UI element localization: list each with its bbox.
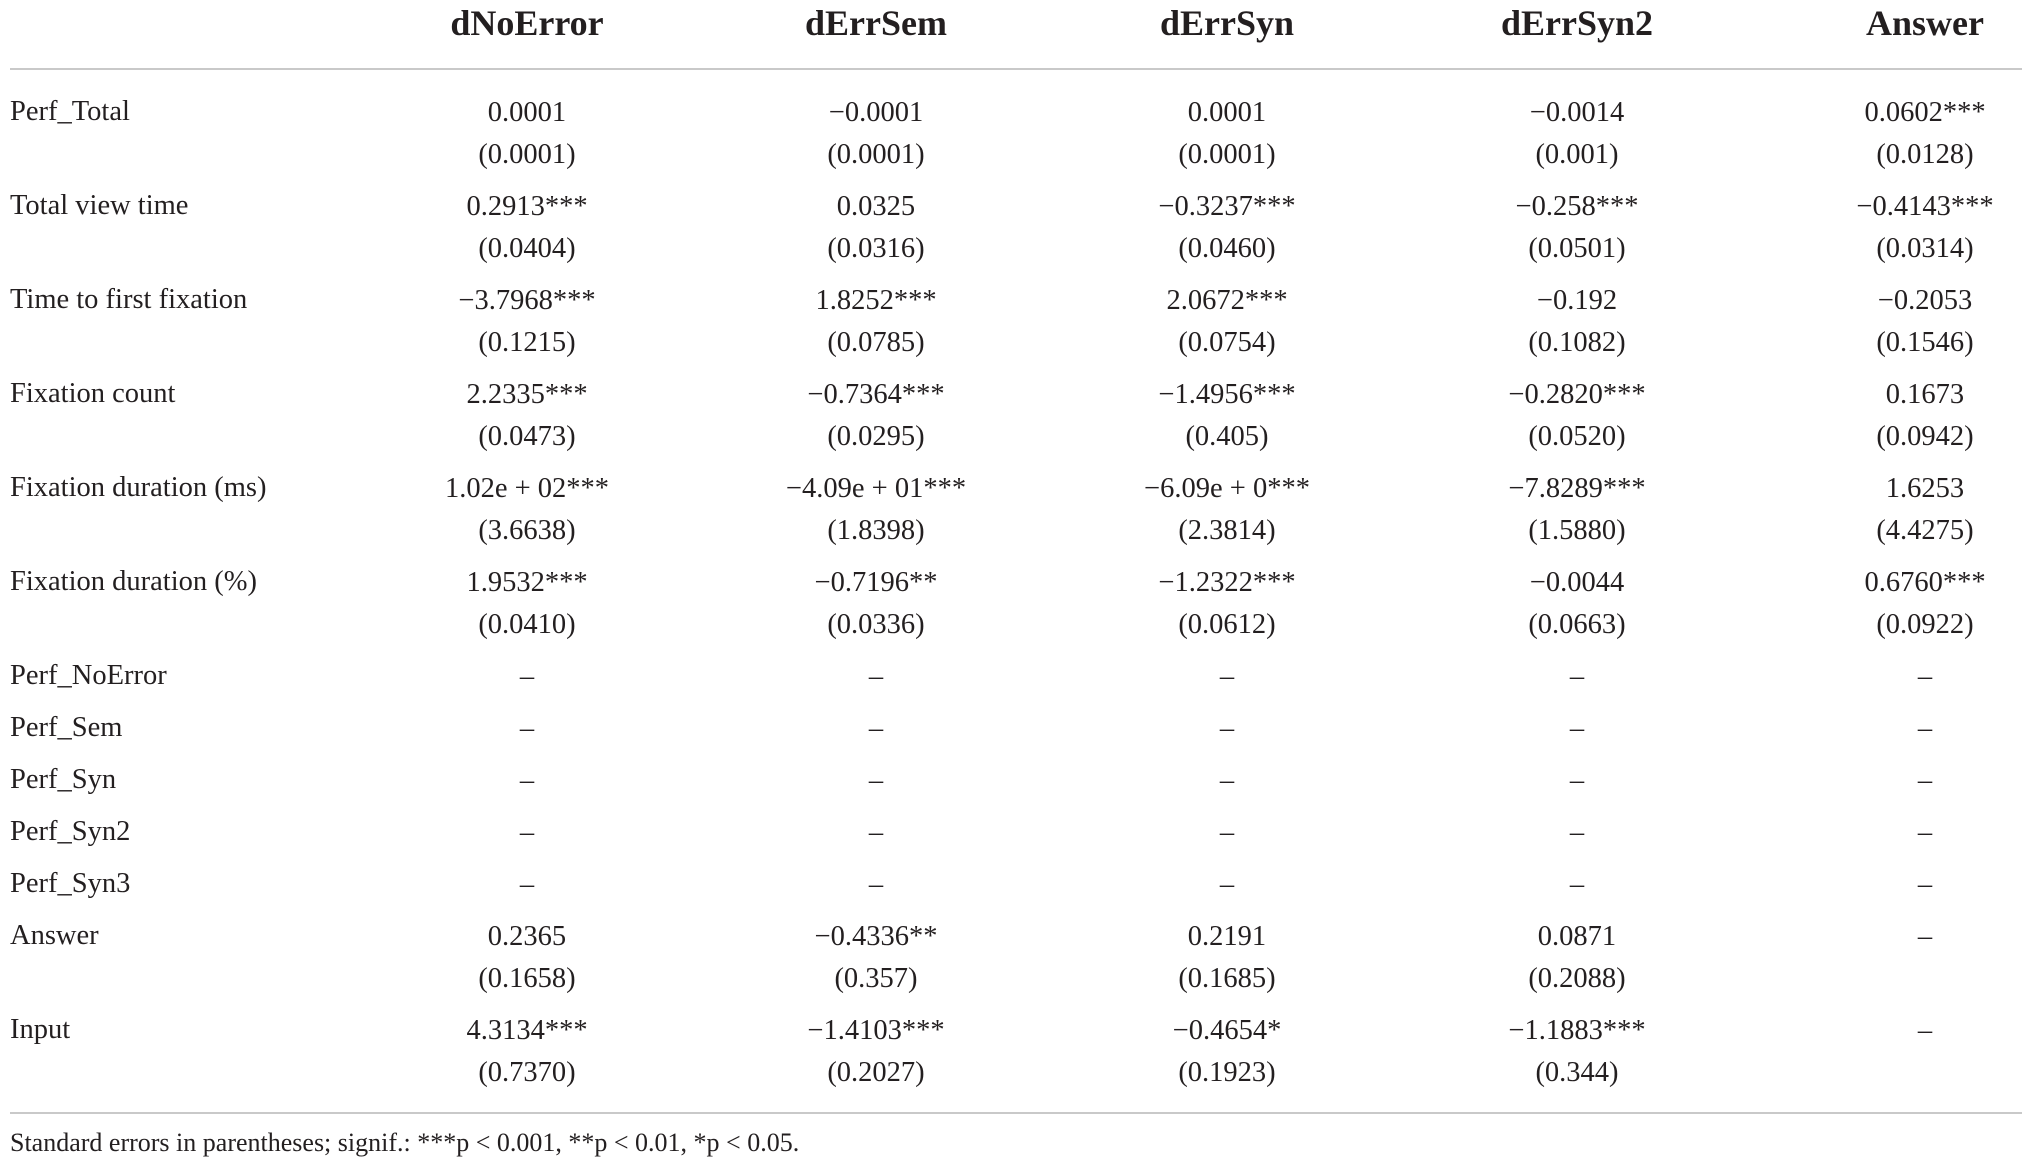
standard-error: (0.0001) bbox=[1178, 139, 1276, 170]
table-cell bbox=[1178, 916, 1275, 1000]
table-cell bbox=[1918, 1010, 1932, 1052]
standard-error: (0.0460) bbox=[1178, 233, 1276, 264]
coefficient: – bbox=[519, 817, 535, 848]
row-label: Answer bbox=[10, 920, 99, 951]
standard-error: (0.1082) bbox=[1528, 327, 1626, 358]
standard-error: (0.0663) bbox=[1528, 609, 1626, 640]
standard-error: (0.0001) bbox=[478, 139, 576, 170]
coefficient: 0.0001 bbox=[487, 97, 567, 128]
table-cell bbox=[1516, 186, 1639, 270]
coefficient: – bbox=[868, 661, 884, 692]
standard-error: (0.0001) bbox=[827, 139, 925, 170]
column-header: Answer bbox=[1866, 3, 1984, 43]
table-cell bbox=[815, 916, 938, 1000]
coefficient: – bbox=[1569, 817, 1585, 848]
table-cell bbox=[807, 1010, 944, 1094]
coefficient: −1.4956*** bbox=[1158, 379, 1296, 410]
coefficient: 2.0672*** bbox=[1166, 285, 1288, 316]
table-cell bbox=[786, 468, 966, 552]
table-cell bbox=[1528, 916, 1625, 1000]
coefficient: – bbox=[1569, 661, 1585, 692]
table-cell bbox=[1570, 864, 1584, 906]
standard-error: (0.0473) bbox=[478, 421, 576, 452]
coefficient: – bbox=[519, 765, 535, 796]
standard-error: (0.1923) bbox=[1178, 1057, 1276, 1088]
table-cell bbox=[869, 812, 883, 854]
standard-error: (3.6638) bbox=[478, 515, 576, 546]
coefficient: – bbox=[1219, 765, 1235, 796]
table-cell bbox=[1570, 760, 1584, 802]
table-cell bbox=[458, 280, 595, 364]
table-cell bbox=[1178, 92, 1275, 176]
table-cell bbox=[1220, 656, 1234, 698]
table-cell bbox=[1864, 92, 1985, 176]
coefficient: – bbox=[1569, 869, 1585, 900]
coefficient: −0.2053 bbox=[1877, 285, 1973, 316]
coefficient: −6.09e + 0*** bbox=[1144, 473, 1310, 504]
coefficient: – bbox=[1219, 713, 1235, 744]
coefficient: 4.3134*** bbox=[466, 1015, 588, 1046]
standard-error: (0.001) bbox=[1535, 139, 1619, 170]
table-cell bbox=[1508, 468, 1645, 552]
coefficient: – bbox=[868, 817, 884, 848]
coefficient: 0.2913*** bbox=[466, 191, 588, 222]
table-cell bbox=[1918, 656, 1932, 698]
table-cell bbox=[1856, 186, 1993, 270]
coefficient: 0.2191 bbox=[1187, 921, 1267, 952]
table-cell bbox=[1876, 280, 1973, 364]
table-cell bbox=[869, 760, 883, 802]
standard-error: (0.357) bbox=[834, 963, 918, 994]
coefficient: 0.6760*** bbox=[1864, 567, 1986, 598]
table-footnote: Standard errors in parentheses; signif.: ***p < 0.001, **p < 0.01, *p < 0.05. bbox=[10, 1128, 800, 1157]
coefficient: −1.2322*** bbox=[1158, 567, 1296, 598]
standard-error: (0.0754) bbox=[1178, 327, 1276, 358]
table-cell bbox=[466, 562, 587, 646]
standard-error: (0.1658) bbox=[478, 963, 576, 994]
table-cell bbox=[1220, 708, 1234, 750]
table-cell bbox=[1220, 864, 1234, 906]
table-cell bbox=[520, 760, 534, 802]
coefficient: – bbox=[868, 765, 884, 796]
coefficient: – bbox=[1569, 765, 1585, 796]
standard-error: (0.344) bbox=[1535, 1057, 1619, 1088]
table-cell bbox=[478, 916, 575, 1000]
table-cell bbox=[827, 186, 924, 270]
table-cell bbox=[520, 812, 534, 854]
coefficient: −1.1883*** bbox=[1508, 1015, 1646, 1046]
standard-error: (0.0316) bbox=[827, 233, 925, 264]
standard-error: (0.0404) bbox=[478, 233, 576, 264]
coefficient: −0.7196** bbox=[814, 567, 938, 598]
coefficient: – bbox=[1917, 921, 1933, 952]
coefficient: −0.258*** bbox=[1515, 191, 1639, 222]
coefficient: – bbox=[1569, 713, 1585, 744]
table-cell bbox=[1166, 280, 1287, 364]
standard-error: (0.2027) bbox=[827, 1057, 925, 1088]
standard-error: (0.1685) bbox=[1178, 963, 1276, 994]
standard-error: (0.0314) bbox=[1876, 233, 1974, 264]
table-cell bbox=[445, 468, 609, 552]
table-cell bbox=[1528, 280, 1625, 364]
table-cell bbox=[815, 562, 938, 646]
table-cell bbox=[1158, 374, 1295, 458]
table-cell bbox=[1530, 92, 1624, 176]
coefficient: – bbox=[868, 713, 884, 744]
coefficient: 1.9532*** bbox=[466, 567, 588, 598]
table-cell bbox=[1918, 760, 1932, 802]
coefficient: – bbox=[1219, 869, 1235, 900]
row-label: Perf_Sem bbox=[10, 712, 123, 743]
table-cell bbox=[1918, 916, 1932, 958]
standard-error: (0.0295) bbox=[827, 421, 925, 452]
table-cell bbox=[1876, 374, 1973, 458]
standard-error: (0.0128) bbox=[1876, 139, 1974, 170]
row-label: Total view time bbox=[10, 190, 189, 221]
standard-error: (0.0922) bbox=[1876, 609, 1974, 640]
coefficient: – bbox=[519, 869, 535, 900]
coefficient: – bbox=[1219, 817, 1235, 848]
table-cell bbox=[1158, 562, 1295, 646]
coefficient: 0.0325 bbox=[836, 191, 916, 222]
coefficient: 0.2365 bbox=[487, 921, 567, 952]
table-cell bbox=[1144, 468, 1310, 552]
coefficient: – bbox=[1917, 765, 1933, 796]
row-label: Perf_NoError bbox=[10, 660, 167, 691]
table-cell bbox=[1918, 812, 1932, 854]
table-cell bbox=[1570, 708, 1584, 750]
standard-error: (0.7370) bbox=[478, 1057, 576, 1088]
coefficient: – bbox=[1917, 817, 1933, 848]
row-label: Fixation count bbox=[10, 378, 176, 409]
table-cell bbox=[1528, 562, 1625, 646]
column-header: dErrSyn bbox=[1159, 3, 1295, 43]
standard-error: (0.0336) bbox=[827, 609, 925, 640]
table-cell bbox=[869, 864, 883, 906]
coefficient: – bbox=[1917, 661, 1933, 692]
standard-error: (0.405) bbox=[1185, 421, 1269, 452]
table-cell bbox=[466, 186, 587, 270]
coefficient: −0.4143*** bbox=[1856, 191, 1994, 222]
standard-error: (0.0612) bbox=[1178, 609, 1276, 640]
table-cell bbox=[807, 374, 944, 458]
coefficient: – bbox=[868, 869, 884, 900]
standard-error: (4.4275) bbox=[1876, 515, 1974, 546]
standard-error: (0.0520) bbox=[1528, 421, 1626, 452]
standard-error: (0.2088) bbox=[1528, 963, 1626, 994]
table-cell bbox=[520, 656, 534, 698]
coefficient: 1.02e + 02*** bbox=[444, 473, 610, 504]
row-label: Time to first fixation bbox=[10, 284, 248, 315]
table-cell bbox=[869, 708, 883, 750]
table-cell bbox=[869, 656, 883, 698]
coefficient: 1.8252*** bbox=[815, 285, 937, 316]
standard-error: (0.0410) bbox=[478, 609, 576, 640]
row-label: Perf_Syn3 bbox=[10, 868, 131, 899]
table-header bbox=[10, 0, 2022, 70]
coefficient: −4.09e + 01*** bbox=[785, 473, 967, 504]
coefficient: −0.3237*** bbox=[1158, 191, 1296, 222]
coefficient: 0.0871 bbox=[1537, 921, 1617, 952]
standard-error: (1.5880) bbox=[1528, 515, 1626, 546]
table-cell bbox=[478, 92, 575, 176]
coefficient: 0.0001 bbox=[1187, 97, 1267, 128]
row-label: Perf_Syn2 bbox=[10, 816, 131, 847]
table-cell bbox=[1570, 812, 1584, 854]
coefficient: – bbox=[519, 661, 535, 692]
table-cell bbox=[1173, 1010, 1282, 1094]
coefficient: −0.0044 bbox=[1529, 567, 1625, 598]
coefficient: −0.0001 bbox=[828, 97, 924, 128]
standard-error: (2.3814) bbox=[1178, 515, 1276, 546]
table-cell bbox=[520, 708, 534, 750]
table-cell bbox=[1570, 656, 1584, 698]
table-cell bbox=[466, 374, 587, 458]
coefficient: −0.7364*** bbox=[807, 379, 945, 410]
table-cell bbox=[1864, 562, 1985, 646]
coefficient: −7.8289*** bbox=[1508, 473, 1646, 504]
column-header: dErrSem bbox=[805, 3, 947, 43]
standard-error: (0.0785) bbox=[827, 327, 925, 358]
column-header: dErrSyn2 bbox=[1500, 3, 1654, 43]
table-cell bbox=[1158, 186, 1295, 270]
coefficient: −0.192 bbox=[1536, 285, 1618, 316]
coefficient: – bbox=[1219, 661, 1235, 692]
coefficient: 2.2335*** bbox=[466, 379, 588, 410]
coefficient: −0.4654* bbox=[1172, 1015, 1282, 1046]
table-cell bbox=[1220, 812, 1234, 854]
table-cell bbox=[466, 1010, 587, 1094]
standard-error: (0.1546) bbox=[1876, 327, 1974, 358]
standard-error: (0.1215) bbox=[478, 327, 576, 358]
column-header: dNoError bbox=[450, 3, 604, 43]
table-cell bbox=[1220, 760, 1234, 802]
row-label: Input bbox=[10, 1014, 71, 1045]
table-cell bbox=[520, 864, 534, 906]
coefficient: −0.4336** bbox=[814, 921, 938, 952]
table-cell bbox=[827, 92, 924, 176]
coefficient: – bbox=[1917, 713, 1933, 744]
row-label: Fixation duration (%) bbox=[10, 566, 257, 597]
row-label: Perf_Syn bbox=[10, 764, 117, 795]
coefficient: −1.4103*** bbox=[807, 1015, 945, 1046]
regression-table bbox=[10, 0, 2022, 1088]
table-cell bbox=[1918, 864, 1932, 906]
coefficient: – bbox=[1917, 1015, 1933, 1046]
table-cell bbox=[1508, 1010, 1645, 1094]
table-cell bbox=[1508, 374, 1645, 458]
coefficient: 0.0602*** bbox=[1864, 97, 1986, 128]
standard-error: (1.8398) bbox=[827, 515, 925, 546]
row-label: Fixation duration (ms) bbox=[10, 472, 267, 503]
coefficient: 0.1673 bbox=[1885, 379, 1965, 410]
coefficient: −0.0014 bbox=[1529, 97, 1625, 128]
table-cell bbox=[815, 280, 936, 364]
standard-error: (0.0942) bbox=[1876, 421, 1974, 452]
coefficient: −3.7968*** bbox=[458, 285, 596, 316]
row-label: Perf_Total bbox=[10, 96, 130, 127]
standard-error: (0.0501) bbox=[1528, 233, 1626, 264]
coefficient: 1.6253 bbox=[1885, 473, 1965, 504]
table-cell bbox=[1876, 468, 1973, 552]
table-cell bbox=[1918, 708, 1932, 750]
coefficient: −0.2820*** bbox=[1508, 379, 1646, 410]
coefficient: – bbox=[519, 713, 535, 744]
table-bottom-rule bbox=[10, 1112, 2022, 1114]
coefficient: – bbox=[1917, 869, 1933, 900]
